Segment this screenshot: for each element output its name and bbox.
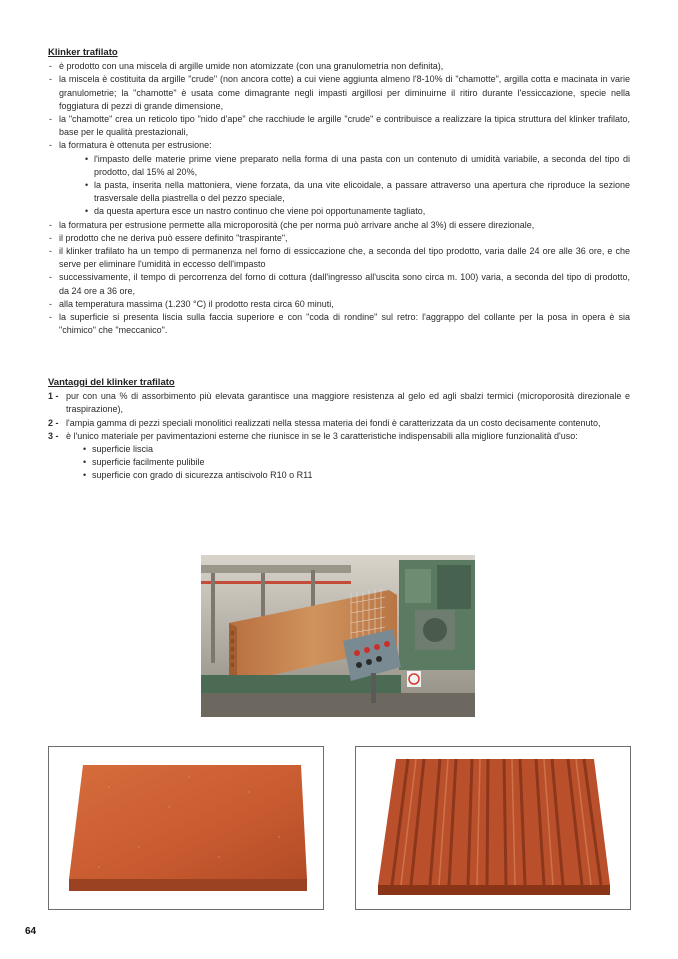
- item-number: 1 -: [48, 391, 59, 402]
- extrusion-machine-illustration: [201, 555, 475, 717]
- item-number: 2 -: [48, 417, 59, 428]
- features-sublist: [66, 443, 630, 483]
- list-item: - alla temperatura massima (1.230 °C) il prodotto resta circa 60 minuti,: [48, 298, 630, 311]
- list-item: - la formatura per estrusione permette alla microporosità (che per norma può arrivare anche al 3%) di essere direzionale,: [48, 219, 630, 232]
- production-list: [48, 60, 630, 337]
- item-text: è l'unico materiale per pavimentazioni esterne che riunisce in se le 3 caratteristiche indispensabili alla migliore funzionalità d'uso:: [66, 430, 578, 441]
- item-number: 3 -: [48, 430, 59, 441]
- item-text: l'ampia gamma di pezzi speciali monolitici realizzati nella stessa materia dei fondi è caratterizzata da un costo decisamente contenuto,: [66, 417, 601, 428]
- page-number: 64: [25, 926, 37, 937]
- section-title: Vantaggi del klinker trafilato: [48, 377, 175, 388]
- list-item: - la "chamotte" crea un reticolo tipo "nido d'ape" che racchiude le argille "crude" e contribuisce a realizzare la tipica struttura del klinker trafilato, base per le qualità prestazionali,: [48, 113, 630, 139]
- extrusion-sublist: [59, 153, 630, 219]
- extrusion-machine-photo: [201, 555, 475, 717]
- sub-list-item: • da questa apertura esce un nastro continuo che viene poi opportunamente tagliato,: [85, 205, 630, 218]
- smooth-tile-photo: [48, 746, 324, 910]
- advantages-list: [48, 390, 630, 482]
- grooved-tile-illustration: [356, 747, 630, 909]
- list-item: - il klinker trafilato ha un tempo di permanenza nel forno di essiccazione che, a seconda del tipo prodotto, varia dalle 24 ore alle 36 ore, e che serve per eliminare l'umidità in eccesso dell'impasto: [48, 245, 630, 271]
- list-item: - il prodotto che ne deriva può essere definito "traspirante",: [48, 232, 630, 245]
- numbered-item: [48, 430, 630, 483]
- numbered-item: [48, 390, 630, 416]
- sub-list-item: • superficie con grado di sicurezza antiscivolo R10 o R11: [83, 469, 630, 482]
- tile-edge: [69, 879, 307, 891]
- section-title: Klinker trafilato: [48, 47, 118, 58]
- list-item: - successivamente, il tempo di percorrenza del forno di cottura (dall'ingresso all'uscita sono circa m. 100) varia, a seconda del tipo di prodotto, da 24 ore a 36 ore,: [48, 271, 630, 297]
- sub-list-item: • superficie facilmente pulibile: [83, 456, 630, 469]
- smooth-tile-illustration: [49, 747, 323, 909]
- list-item: - la superficie si presenta liscia sulla faccia superiore e con "coda di rondine" sul retro: l'aggrappo del collante per la posa in opera è sia "chimico" che "meccanico".: [48, 311, 630, 337]
- section-klinker-trafilato: [48, 46, 630, 337]
- list-item: - è prodotto con una miscela di argille umide non atomizzate (con una granulometria non definita),: [48, 60, 630, 73]
- sub-list-item: • superficie liscia: [83, 443, 630, 456]
- tile-edge: [378, 885, 610, 895]
- section-vantaggi: [48, 376, 630, 483]
- list-item: - la miscela è costituita da argille "crude" (non ancora cotte) a cui viene aggiunta almeno l'8-10% di "chamotte", argilla cotta e macinata in varie granulometrie; la "chamotte" è usata come dimagrante negli impasti argillosi per diminuirne il ritiro durante l'essiccazione, specie nella foggiatura di pezzi di grande dimensione,: [48, 73, 630, 113]
- sub-list-item: • l'impasto delle materie prime viene preparato nella forma di una pasta con un contenuto di umidità variabile, a seconda del tipo di prodotto, dal 15% al 20%,: [85, 153, 630, 179]
- item-text: pur con una % di assorbimento più elevata garantisce una maggiore resistenza al gelo ed agli sbalzi termici (microporosità direzionale e traspirazione),: [66, 391, 630, 415]
- numbered-item: [48, 417, 630, 430]
- grooved-tile-photo: [355, 746, 631, 910]
- list-item-text: la formatura è ottenuta per estrusione:: [59, 140, 212, 151]
- list-item-extrusion: [48, 139, 630, 218]
- tile-top-surface: [69, 765, 307, 879]
- sub-list-item: • la pasta, inserita nella mattoniera, viene forzata, da una vite elicoidale, a passare attraverso una apertura che riproduce la sezione trasversale della piastrella o del pezzo speciale,: [85, 179, 630, 205]
